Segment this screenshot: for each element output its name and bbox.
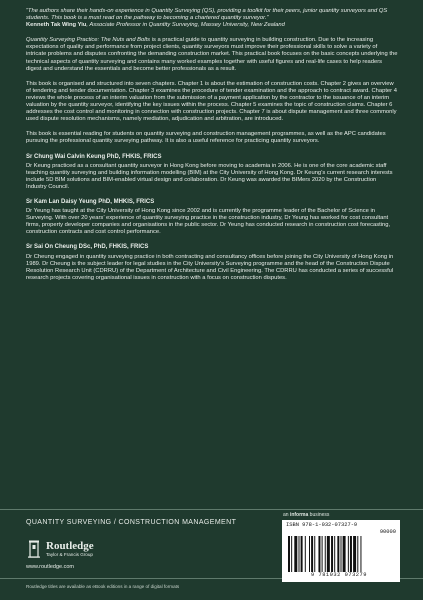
informa-imprint: an informa business	[283, 512, 330, 518]
publisher-logo	[26, 540, 94, 558]
barcode-bar	[325, 536, 326, 572]
price-code: 90000	[379, 529, 396, 535]
routledge-tower-icon	[26, 540, 42, 558]
endorsement-author: Kenneth Tak Wing Yiu	[26, 22, 87, 29]
informa-brand: informa	[289, 512, 309, 518]
author-name: Sr Sai On Cheung DSc, PhD, FHKIS, FRICS	[26, 244, 149, 251]
endorsement-attribution	[26, 22, 398, 29]
isbn-barcode	[282, 520, 400, 582]
barcode-bar	[331, 536, 333, 572]
author-bio	[26, 244, 398, 281]
author-name: Sr Kam Lan Daisy Yeung PhD, MHKIS, FRICS	[26, 198, 155, 205]
author-bio	[26, 199, 398, 236]
audience-paragraph: This book is essential reading for students on quantity surveying and construction management programmes, as well as the APC candidates pursuing the professional quantity surveying pathway. It is also a useful reference for practicing quantity surveyors.	[26, 131, 386, 145]
book-title: Quantity Surveying Practice: The Nuts and Bolts	[26, 37, 151, 44]
author-bio	[26, 154, 398, 191]
barcode-bar	[299, 536, 300, 572]
barcode-bar	[334, 536, 335, 572]
barcode-digits: 9 781032 073279	[310, 572, 368, 578]
author-bio-text: Dr Cheung engaged in quantity surveying practice in both contracting and consultancy offices before joining the City University of Hong Kong in 1989. Dr Cheung is the subject leader for legal studies in the City University’s Surveying programme and the head of the Construction Dispute Resolution Research Unit (CDRRU) of the Department of Architecture and Civil Engineering. The CDRRU has conducted a series of successful research projects covering organisational issues in construction with a focus on construction disputes.	[26, 253, 394, 281]
barcode-bar	[353, 536, 356, 572]
barcode-bar	[314, 536, 315, 572]
author-bio-text: Dr Keung practiced as a consultant quantity surveyor in Hong Kong before moving to academia in 2006. He is one of the core academic staff teaching quantity surveying and building information modelling (BIM) at the City University of Hong Kong. Dr Keung’s current research interests include 5D BIM solutions and BIM-enabled virtual design and collaboration. Dr Keung was awarded the BIMers 2020 by the Construction Industry Council.	[26, 162, 393, 190]
barcode-bar	[337, 536, 339, 572]
footer-divider	[0, 509, 423, 510]
barcode-bar	[322, 536, 323, 572]
publisher-group: Taylor & Francis Group	[46, 551, 93, 557]
cover-text	[26, 8, 398, 290]
barcode-bar	[318, 536, 320, 572]
barcode-bar	[350, 536, 352, 572]
intro-paragraph	[26, 37, 398, 72]
barcode-bar	[348, 536, 349, 572]
barcode-bar	[288, 536, 290, 572]
barcode-bar	[357, 536, 358, 572]
barcode-bar	[301, 536, 303, 572]
barcode-bar	[294, 536, 297, 572]
barcode-bars-icon	[288, 536, 394, 572]
endorsement-affiliation: , Associate Professor in Quantity Surveying, Massey University, New Zealand	[86, 22, 285, 29]
barcode-bar	[311, 536, 313, 572]
subject-category: QUANTITY SURVEYING / CONSTRUCTION MANAGEMENT	[26, 519, 237, 526]
barcode-bar	[343, 536, 346, 572]
barcode-bar	[309, 536, 310, 572]
endorsement-quote: “The authors share their hands-on experience in Quantity Surveying (QS), providing a toolkit for their peers, junior quantity surveyors and QS students. This book is a must read on the pathway to becoming a chartered quantity surveyor.”	[26, 8, 388, 22]
barcode-bar	[305, 536, 306, 572]
barcode-bar	[327, 536, 330, 572]
barcode-bar	[291, 536, 292, 572]
author-bio-text: Dr Yeung has taught at the City University of Hong Kong since 2002 and is currently the programme leader of the Bachelor of Science in Surveying. With over 20 years’ experience of quantity surveying practice in the construction industry, Dr Yeung has worked for cost consultant firms, property developer companies and organisations in the public sector. Dr Yeung has conducted research in construction cost forecasting, construction contracts and cost control performance.	[26, 208, 391, 236]
ebook-note: Routledge titles are available as eBook editions in a range of digital formats	[26, 584, 180, 589]
isbn-label: ISBN 978-1-032-07327-9	[286, 522, 358, 528]
intro-body: is a practical guide to quantity surveying in building construction. Due to the increasing expectations of quality and performance from project clients, quantity surveyors must improve their professional skills to solve a variety of intricate problems and disputes confronting the demanding construction market. This practical book focuses on the basic concepts underlying the technical aspects of quantity surveying and contains many worked examples together with useful figures and real-life cases to help readers digest and understand the essentials and become better professionals as a result.	[26, 37, 398, 72]
author-name: Sr Chung Wai Calvin Keung PhD, FHKIS, FRICS	[26, 153, 162, 160]
publisher-name: Routledge	[46, 539, 94, 552]
barcode-bar	[360, 536, 361, 572]
barcode-bar	[341, 536, 342, 572]
chapters-paragraph: This book is organised and structured into seven chapters. Chapter 1 is about the estimation of construction costs. Chapter 2 gives an overview of tendering and tender documentation. Chapter 3 examines the procedure of tender examination and the approach to contract award. Chapter 4 reviews the whole process of an interim valuation from the submission of a payment application by the contractor to the issuance of an interim valuation by the quantity surveyor, identifying the key issues within the process. Chapter 5 examines the topic of construction claims. Chapter 6 addresses the cost control and monitoring in connection with construction projects. Chapter 7 is about dispute management and three commonly used dispute resolution mechanisms, namely mediation, adjudication and arbitration, are introduced.	[26, 80, 397, 123]
publisher-website: www.routledge.com	[26, 564, 74, 570]
